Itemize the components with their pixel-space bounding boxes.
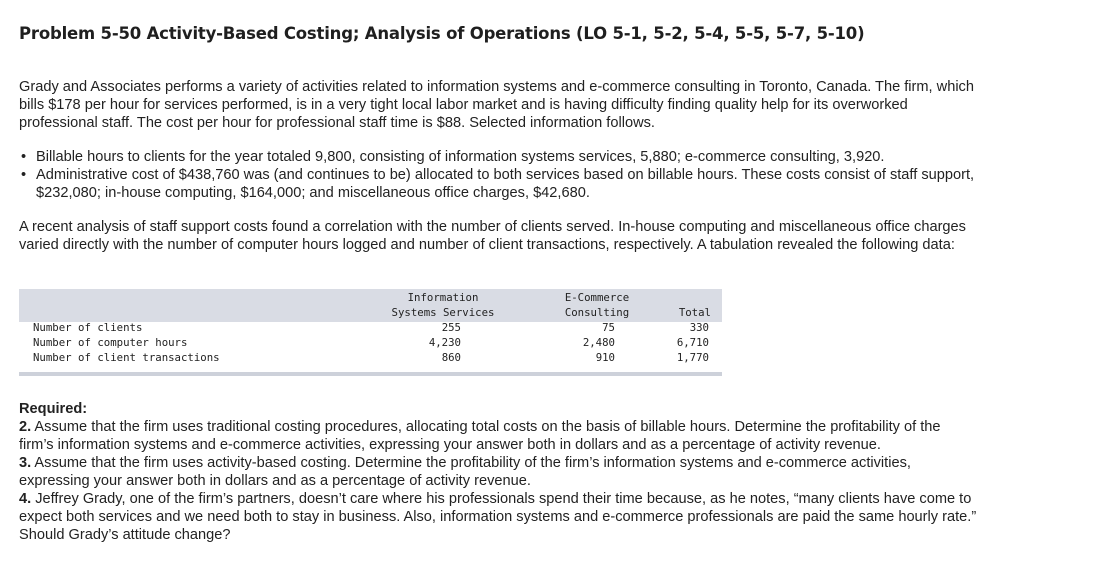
bullet-item — [19, 166, 979, 202]
table-bottom-rule — [19, 372, 722, 376]
item-text: Assume that the firm uses traditional costing procedures, allocating total costs on the basis of billable hours. Determine the profitability of the firm’s information systems and e-commerce activities, expressing your answer both in dollars and as a percentage of activity revenue. — [19, 419, 941, 453]
info-bullet-list — [19, 148, 979, 202]
header-ec-line1: E-Commerce — [564, 291, 630, 304]
item-text: Assume that the firm uses activity-based costing. Determine the profitability of the firm’s information systems and e-commerce activities, expressing your answer both in dollars and as a percentage of activity revenue. — [19, 455, 911, 489]
item-number: 2. — [19, 419, 32, 435]
row-label-transactions: Number of client transactions — [33, 351, 220, 364]
item-number: 4. — [19, 491, 32, 507]
required-section — [19, 400, 979, 544]
intro-paragraph: Grady and Associates performs a variety of activities related to information systems and e-commerce consulting in Toronto, Canada. The firm, which bills $178 per hour for services performed, is in a very tight local labor market and is having difficulty finding quality help for its overworked professional staff. The cost per hour for professional staff time is $88. Selected information follows. — [19, 79, 974, 131]
header-is-line1: Information — [407, 291, 479, 304]
bullet-text: Billable hours to clients for the year totaled 9,800, consisting of information systems services, 5,880; e-commerce consulting, 3,920. — [36, 149, 885, 165]
bullet-icon: • — [21, 167, 27, 183]
cell-is-transactions: 860 — [441, 351, 461, 364]
header-total: Total — [678, 306, 711, 319]
cell-total-clients: 330 — [689, 321, 709, 334]
header-ec-line2: Consulting — [564, 306, 630, 319]
analysis-paragraph: A recent analysis of staff support costs found a correlation with the number of clients served. In-house computing and miscellaneous office charges varied directly with the number of computer hours logged and number of client transactions, respectively. A tabulation revealed the following data: — [19, 219, 966, 253]
required-heading: Required: — [19, 401, 88, 417]
header-is-line2: Systems Services — [391, 306, 495, 319]
item-text: Jeffrey Grady, one of the firm’s partners, doesn’t care where his professionals spend their time because, as he notes, “many clients have come to expect both services and we need both to stay in business. Also, information systems and e-commerce professionals are paid the same hourly rate.” Should Grady’s attitude change? — [19, 491, 977, 543]
bullet-item — [19, 148, 979, 166]
cell-is-clients: 255 — [441, 321, 461, 334]
required-item-4 — [19, 490, 979, 544]
cell-total-computer-hours: 6,710 — [676, 336, 709, 349]
bullet-text: Administrative cost of $438,760 was (and continues to be) allocated to both services based on billable hours. These costs consist of staff support, $232,080; in-house computing, $164,000; and miscellaneous office charges, $42,680. — [36, 167, 975, 201]
problem-title: Problem 5-50 Activity-Based Costing; Analysis of Operations (LO 5-1, 5-2, 5-4, 5-5, 5-7, 5-10) — [19, 24, 865, 43]
cell-total-transactions: 1,770 — [676, 351, 709, 364]
cell-is-computer-hours: 4,230 — [428, 336, 461, 349]
data-table — [19, 289, 722, 375]
cell-ec-clients: 75 — [602, 321, 615, 334]
cell-ec-computer-hours: 2,480 — [582, 336, 615, 349]
required-item-3 — [19, 454, 979, 490]
item-number: 3. — [19, 455, 32, 471]
cell-ec-transactions: 910 — [595, 351, 615, 364]
bullet-icon: • — [21, 149, 27, 165]
row-label-clients: Number of clients — [33, 321, 143, 334]
required-item-2 — [19, 418, 979, 454]
row-label-computer-hours: Number of computer hours — [33, 336, 188, 349]
